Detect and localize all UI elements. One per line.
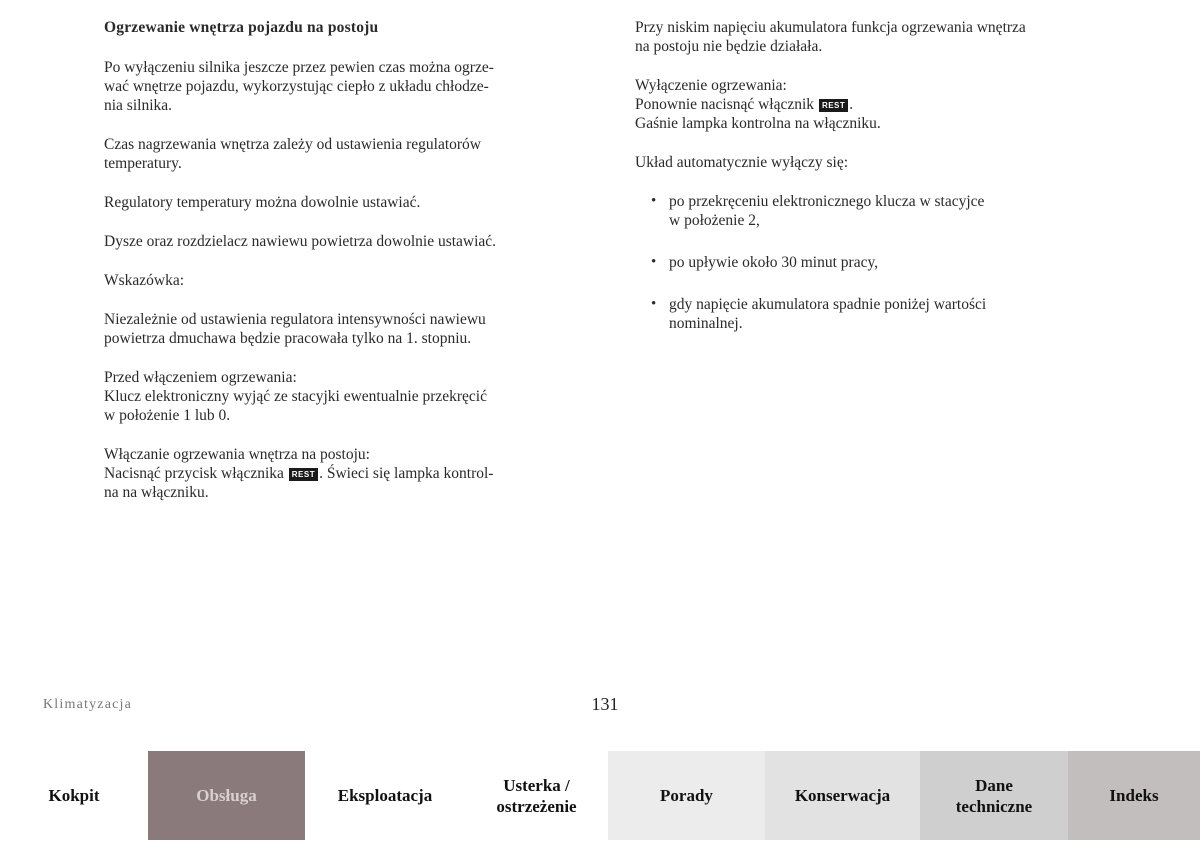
list-item: [651, 253, 1115, 272]
text-line: w położenie 1 lub 0.: [104, 407, 231, 424]
text-line: Wyłączenie ogrzewania:: [635, 77, 787, 94]
text-line: Klucz elektroniczny wyjąć ze stacyjki ewentualnie przekręcić: [104, 388, 487, 405]
left-column: [104, 18, 582, 522]
text-line: • gdy napięcie akumulatora spadnie poniżej wartości: [669, 296, 987, 313]
paragraph-deactivation: [635, 76, 1115, 133]
auto-off-conditions-list: [635, 192, 1115, 333]
text-line: na na włączniku.: [104, 484, 209, 501]
text-line: Po wyłączeniu silnika jeszcze przez pewien czas można ogrze-: [104, 59, 494, 76]
nav-tab-label: Kokpit: [48, 786, 100, 805]
nav-tab-kokpit[interactable]: [0, 751, 148, 840]
nav-tab-label: Usterka /: [503, 775, 570, 795]
nav-tab-label: ostrzeżenie: [496, 796, 577, 816]
text-line: temperatury.: [104, 155, 182, 172]
nav-tab-eksploatacja[interactable]: [305, 751, 465, 840]
nav-tab-indeks[interactable]: [1068, 751, 1200, 840]
paragraph-temperature-regulators: Regulatory temperatury można dowolnie ustawiać.: [104, 194, 421, 211]
text-line: Włączanie ogrzewania wnętrza na postoju:: [104, 446, 370, 463]
nav-tab-label: Eksploatacja: [337, 786, 433, 805]
text-line: Przy niskim napięciu akumulatora funkcja ogrzewania wnętrza: [635, 19, 1026, 36]
paragraph-vents: Dysze oraz rozdzielacz nawiewu powietrza dowolnie ustawiać.: [104, 233, 497, 250]
paragraph-auto-off: Układ automatycznie wyłączy się:: [635, 154, 849, 171]
text-fragment: Ponownie nacisnąć włącznik: [635, 96, 815, 113]
text-line: Gaśnie lampka kontrolna na włączniku.: [635, 115, 881, 132]
list-item: [651, 295, 1115, 333]
text-line: powietrza dmuchawa będzie pracowała tylko na 1. stopniu.: [104, 330, 472, 347]
nav-tab-label: Porady: [660, 786, 713, 805]
text-line: [104, 464, 582, 483]
nav-tab-usterka[interactable]: [465, 751, 608, 840]
nav-tab-label: Dane: [975, 775, 1013, 795]
text-line: • po upływie około 30 minut pracy,: [669, 254, 879, 271]
nav-tab-dane-techniczne[interactable]: [920, 751, 1068, 840]
paragraph-note-label: Wskazówka:: [104, 272, 185, 289]
paragraph-engine-heat: [104, 58, 582, 115]
paragraph-low-battery: [635, 18, 1115, 56]
text-line: Czas nagrzewania wnętrza zależy od ustawienia regulatorów: [104, 136, 481, 153]
nav-tab-obsluga[interactable]: [148, 751, 305, 840]
paragraph-note: [104, 310, 582, 348]
paragraph-before-activation: [104, 368, 582, 425]
rest-button-icon: REST: [819, 99, 848, 112]
text-fragment: . Świeci się lampka kontrol-: [319, 465, 494, 482]
footer-section-name: Klimatyzacja: [43, 697, 133, 712]
paragraph-heating-time: [104, 135, 582, 173]
chapter-nav-bar: [0, 751, 1200, 840]
list-item: [651, 192, 1115, 230]
text-fragment: .: [849, 96, 854, 113]
nav-tab-label: Konserwacja: [794, 786, 891, 805]
text-line: nia silnika.: [104, 97, 173, 114]
nav-tab-konserwacja[interactable]: [765, 751, 920, 840]
text-line: w położenie 2,: [669, 212, 760, 229]
text-line: [635, 95, 1115, 114]
right-column: [635, 18, 1115, 356]
page-number: 131: [591, 694, 619, 714]
section-heading: Ogrzewanie wnętrza pojazdu na postoju: [104, 19, 379, 36]
nav-tab-porady[interactable]: [608, 751, 765, 840]
paragraph-activation: [104, 445, 582, 502]
nav-tab-label: Indeks: [1109, 786, 1159, 805]
text-line: na postoju nie będzie działała.: [635, 38, 823, 55]
text-line: nominalnej.: [669, 315, 743, 332]
rest-button-icon: REST: [289, 468, 318, 481]
text-line: • po przekręceniu elektronicznego klucza w stacyjce: [669, 193, 985, 210]
text-line: Niezależnie od ustawienia regulatora intensywności nawiewu: [104, 311, 486, 328]
text-line: wać wnętrze pojazdu, wykorzystując ciepło z układu chłodze-: [104, 78, 489, 95]
text-line: Przed włączeniem ogrzewania:: [104, 369, 297, 386]
nav-tab-label: Obsługa: [196, 786, 257, 805]
text-fragment: Nacisnąć przycisk włącznika: [104, 465, 284, 482]
nav-tab-label: techniczne: [955, 796, 1033, 816]
